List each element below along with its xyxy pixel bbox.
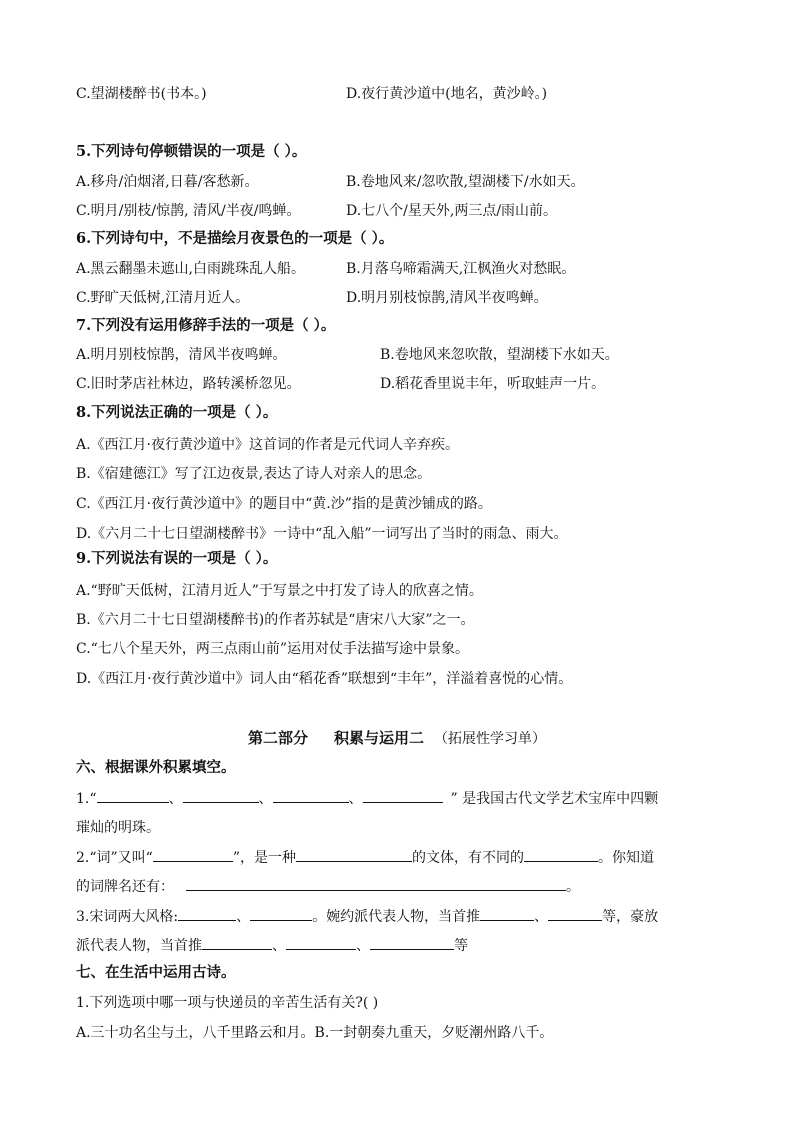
option-a: A.“野旷天低树，江清月近人”于写景之中打发了诗人的欣喜之情。 <box>76 583 483 599</box>
blank[interactable] <box>296 847 412 862</box>
separator: 、 <box>348 791 363 807</box>
blank[interactable] <box>202 935 272 950</box>
question-6-title: 6.下列诗句中，不是描绘月夜景色的一项是（ ）。 <box>76 230 394 247</box>
blank[interactable] <box>97 788 169 803</box>
section-name: 积累与运用二 <box>334 729 425 747</box>
option-d: D.夜行黄沙道中(地名，黄沙岭。) <box>346 86 548 102</box>
fill-line-1 <box>76 788 658 809</box>
fill-line-2b <box>76 876 580 897</box>
blank[interactable] <box>153 847 233 862</box>
fill-text: 。你知道 <box>598 850 655 866</box>
fill-text: 3.宋词两大风格: <box>76 909 179 925</box>
fill-text: ” 是我国古代文学艺术宝库中四颗 <box>450 791 659 807</box>
fill-text: 2.“词”又叫“ <box>76 850 153 866</box>
blank[interactable] <box>363 788 443 803</box>
fill-text: ”，是一种 <box>232 850 297 866</box>
section-7-title: 七、在生活中运用古诗。 <box>76 964 236 981</box>
section-part: 第二部分 <box>247 729 308 747</box>
fill-text: 的词牌名还有： <box>76 879 174 895</box>
option-a: A.黑云翻墨未遮山,白雨跳珠乱人船。 <box>76 261 306 277</box>
option-d: D.稻花香里说丰年，听取蛙声一片。 <box>380 376 606 392</box>
fill-text: 1.“ <box>76 791 97 807</box>
separator: 、 <box>236 909 251 925</box>
blank[interactable] <box>178 906 236 921</box>
fill-line-2 <box>76 847 654 868</box>
fill-line-1b: 璀灿的明珠。 <box>76 820 160 836</box>
blank[interactable] <box>548 906 602 921</box>
separator: 、 <box>168 791 183 807</box>
option-c: C.明月/别枝/惊鹊, 清风/半夜/鸣蝉。 <box>76 203 301 219</box>
blank[interactable] <box>273 788 349 803</box>
separator: 、 <box>534 909 549 925</box>
blank[interactable] <box>480 906 534 921</box>
option-b: B.《宿建德江》写了江边夜景,表达了诗人对亲人的思念。 <box>76 466 432 482</box>
fill-text: 。婉约派代表人物，当首推 <box>312 909 481 925</box>
option-d: D.七八个/星天外,两三点/雨山前。 <box>346 203 558 219</box>
option-c: C.旧时茅店社林边，路转溪桥忽见。 <box>76 376 301 392</box>
option-c: C.野旷天低树,江清月近人。 <box>76 290 250 306</box>
separator: 、 <box>356 938 370 954</box>
fill-text: 等，豪放 <box>602 909 659 925</box>
option-a: A.《西江月·夜行黄沙道中》这首词的作者是元代词人辛弃疾。 <box>76 437 460 453</box>
separator: 、 <box>258 791 273 807</box>
question-9-title: 9.下列说法有误的一项是（ ）。 <box>76 550 278 567</box>
option-b: B.卷地风来忽吹散，望湖楼下水如天。 <box>380 347 619 363</box>
option-a: A.移舟/泊烟渚,日暮/客愁新。 <box>76 174 259 190</box>
question-7-title: 7.下列没有运用修辞手法的一项是（ ）。 <box>76 317 336 334</box>
fill-text: 派代表人物，当首推 <box>76 938 202 954</box>
blank[interactable] <box>524 847 598 862</box>
fill-line-3b <box>76 935 468 956</box>
fill-text: 。 <box>566 879 580 895</box>
blank[interactable] <box>186 876 566 891</box>
section-heading <box>0 727 794 748</box>
separator: 、 <box>272 938 286 954</box>
option-d: D.《六月二十七日望湖楼醉书》一诗中“乱入船”一词写出了当时的雨急、雨大。 <box>76 526 568 542</box>
option-b: B.月落乌啼霜满天,江枫渔火对愁眠。 <box>346 261 576 277</box>
section-note: （拓展性学习单） <box>434 731 547 747</box>
option-b: B.《六月二十七日望湖楼醉书)的作者苏轼是“唐宋八大家”之一。 <box>76 612 475 628</box>
section-7-question-1: 1.下列选项中哪一项与快递员的辛苦生活有关?( ) <box>76 995 379 1011</box>
option-c: C.望湖楼醉书(书本。) <box>76 86 207 102</box>
fill-text: 等 <box>454 938 468 954</box>
option-c: C.“七八个星天外，两三点雨山前”运用对仗手法描写途中景象。 <box>76 641 469 657</box>
section-6-title: 六、根据课外积累填空。 <box>76 759 236 776</box>
option-d: D.明月别枝惊鹊,清风半夜鸣蝉。 <box>346 290 548 306</box>
option-b: B.卷地风来/忽吹散,望湖楼下/水如天。 <box>346 174 585 190</box>
blank[interactable] <box>183 788 259 803</box>
blank[interactable] <box>250 906 312 921</box>
blank[interactable] <box>286 935 356 950</box>
fill-text: 的文体，有不同的 <box>412 850 525 866</box>
option-a: A.明月别枝惊鹊，清风半夜鸣蝉。 <box>76 347 287 363</box>
question-5-title: 5.下列诗句停顿错误的一项是（ ）。 <box>76 143 307 160</box>
section-7-options: A.三十功名尘与土，八千里路云和月。B.一封朝奏九重天，夕贬潮州路八千。 <box>76 1025 554 1041</box>
option-c: C.《西江月·夜行黄沙道中》的题目中“黄.沙”指的是黄沙铺成的路。 <box>76 496 492 512</box>
question-8-title: 8.下列说法正确的一项是（ ）。 <box>76 404 278 421</box>
blank[interactable] <box>370 935 454 950</box>
fill-line-3 <box>76 906 658 927</box>
option-d: D.《西江月·夜行黄沙道中》词人由“稻花香”联想到“丰年”，洋溢着喜悦的心情。 <box>76 671 573 687</box>
